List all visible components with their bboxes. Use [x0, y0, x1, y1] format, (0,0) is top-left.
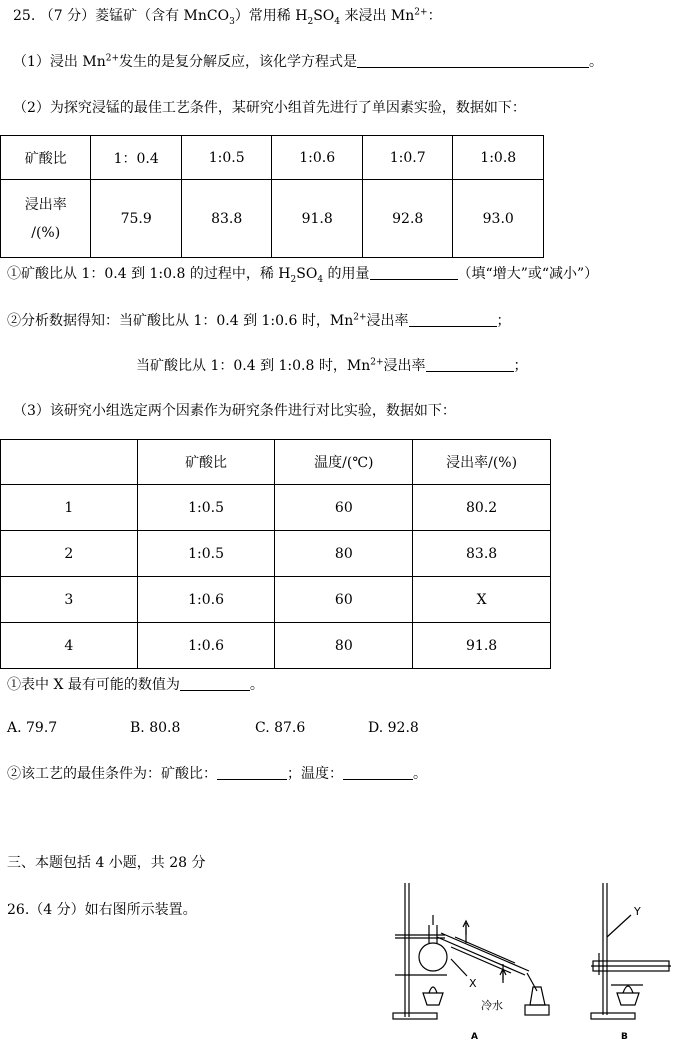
distillation-flask [419, 943, 447, 971]
table-cell: 60 [275, 577, 413, 623]
single-factor-table [0, 135, 544, 258]
table-cell: X [413, 577, 551, 623]
condenser [437, 937, 525, 975]
table-row-label: 矿酸比 [1, 136, 91, 180]
label-x: X [469, 977, 477, 990]
table-cell: 75.9 [91, 180, 181, 258]
table-cell: 1:0.5 [137, 485, 275, 531]
question-26-text: 26.（4 分）如右图所示装置。 [7, 902, 197, 918]
table-cell: 1:0.6 [137, 577, 275, 623]
table-cell: 4 [1, 623, 138, 669]
question-25-part3: （3）该研究小组选定两个因素作为研究条件进行对比实验，数据如下： [13, 403, 456, 419]
answer-blank-best-ratio[interactable] [217, 765, 287, 780]
answer-blank-rate-2[interactable] [426, 357, 514, 372]
table-header [1, 440, 138, 485]
table-cell: 1:0.5 [181, 136, 272, 180]
answer-blank-usage[interactable] [370, 265, 458, 280]
table-cell: 1:0.6 [272, 136, 363, 180]
table-header: 温度/(℃) [275, 440, 413, 485]
label-cold-water: 冷水 [481, 999, 503, 1012]
question-25-sub-b2: 当矿酸比从 1：0.4 到 1:0.8 时，$Mn^{2+}$浸出率 ； [136, 357, 528, 374]
table-cell: 80.2 [413, 485, 551, 531]
table-cell: 1:0.7 [362, 136, 453, 180]
table-cell: 92.8 [362, 180, 453, 258]
table-cell: 1:0.6 [137, 623, 275, 669]
answer-blank-x[interactable] [180, 676, 250, 691]
table-cell: 1:0.5 [137, 531, 275, 577]
question-25-sub-d: ②该工艺的最佳条件为：矿酸比： ；温度： 。 [7, 766, 427, 782]
table-header: 浸出率/(%) [413, 440, 551, 485]
table-cell: 2 [1, 531, 138, 577]
table-cell: 1：0.4 [91, 136, 181, 180]
label-a: A [471, 1032, 478, 1042]
option-c[interactable]: C. 87.6 [255, 720, 306, 736]
table-cell: 83.8 [413, 531, 551, 577]
label-y: Y [634, 905, 641, 918]
question-25-part2: （2）为探究浸锰的最佳工艺条件，某研究小组首先进行了单因素实验，数据如下： [13, 100, 526, 116]
option-d[interactable]: D. 92.8 [368, 720, 419, 736]
stand-base-a [393, 1013, 437, 1019]
table-cell: 1 [1, 485, 138, 531]
table-row [1, 485, 551, 531]
burner-a [423, 993, 443, 1005]
table-row-label: 浸出率 /(%) [1, 180, 91, 258]
answer-blank-equation[interactable] [357, 53, 589, 68]
table-row [1, 531, 551, 577]
table-row [1, 577, 551, 623]
table-cell: 60 [275, 485, 413, 531]
answer-blank-rate-1[interactable] [409, 312, 497, 327]
question-25-sub-a: ①矿酸比从 1：0.4 到 1:0.8 的过程中，稀 $H_2SO_4$ 的用量 （填“增大”或“减小”） [7, 266, 599, 285]
question-25-part1: （1）浸出 $Mn^{2+}$发生的是复分解反应，该化学方程式是 。 [13, 53, 603, 70]
table-cell: 80 [275, 531, 413, 577]
option-a[interactable]: A. 79.7 [7, 720, 58, 736]
table-cell: 3 [1, 577, 138, 623]
table-cell: 80 [275, 623, 413, 669]
table-header: 矿酸比 [137, 440, 275, 485]
label-b: B [621, 1032, 628, 1042]
burner-b [617, 993, 639, 1005]
section-3-title: 三、本题包括 4 小题，共 28 分 [7, 855, 206, 871]
question-25-header: 25. （7 分）菱锰矿（含有 MnCO$_3$）常用稀 $H_2SO_4$ 来浸出 $Mn^{2+}$： [13, 7, 442, 27]
table-row [1, 623, 551, 669]
option-b[interactable]: B. 80.8 [130, 720, 181, 736]
answer-blank-best-temp[interactable] [343, 765, 413, 780]
receiving-flask [530, 987, 545, 1005]
table-cell: 83.8 [181, 180, 272, 258]
stand-base-b [591, 1013, 635, 1019]
question-25-sub-c: ①表中 X 最有可能的数值为 。 [7, 677, 264, 693]
question-25-sub-b1: ②分析数据得知：当矿酸比从 1：0.4 到 1:0.6 时，$Mn^{2+}$浸出率 ； [7, 312, 511, 329]
comparison-table [0, 439, 551, 669]
table-cell: 91.8 [413, 623, 551, 669]
table-cell: 91.8 [272, 180, 363, 258]
apparatus-figure [385, 875, 685, 1045]
table-cell: 93.0 [453, 180, 544, 258]
table-cell: 1:0.8 [453, 136, 544, 180]
